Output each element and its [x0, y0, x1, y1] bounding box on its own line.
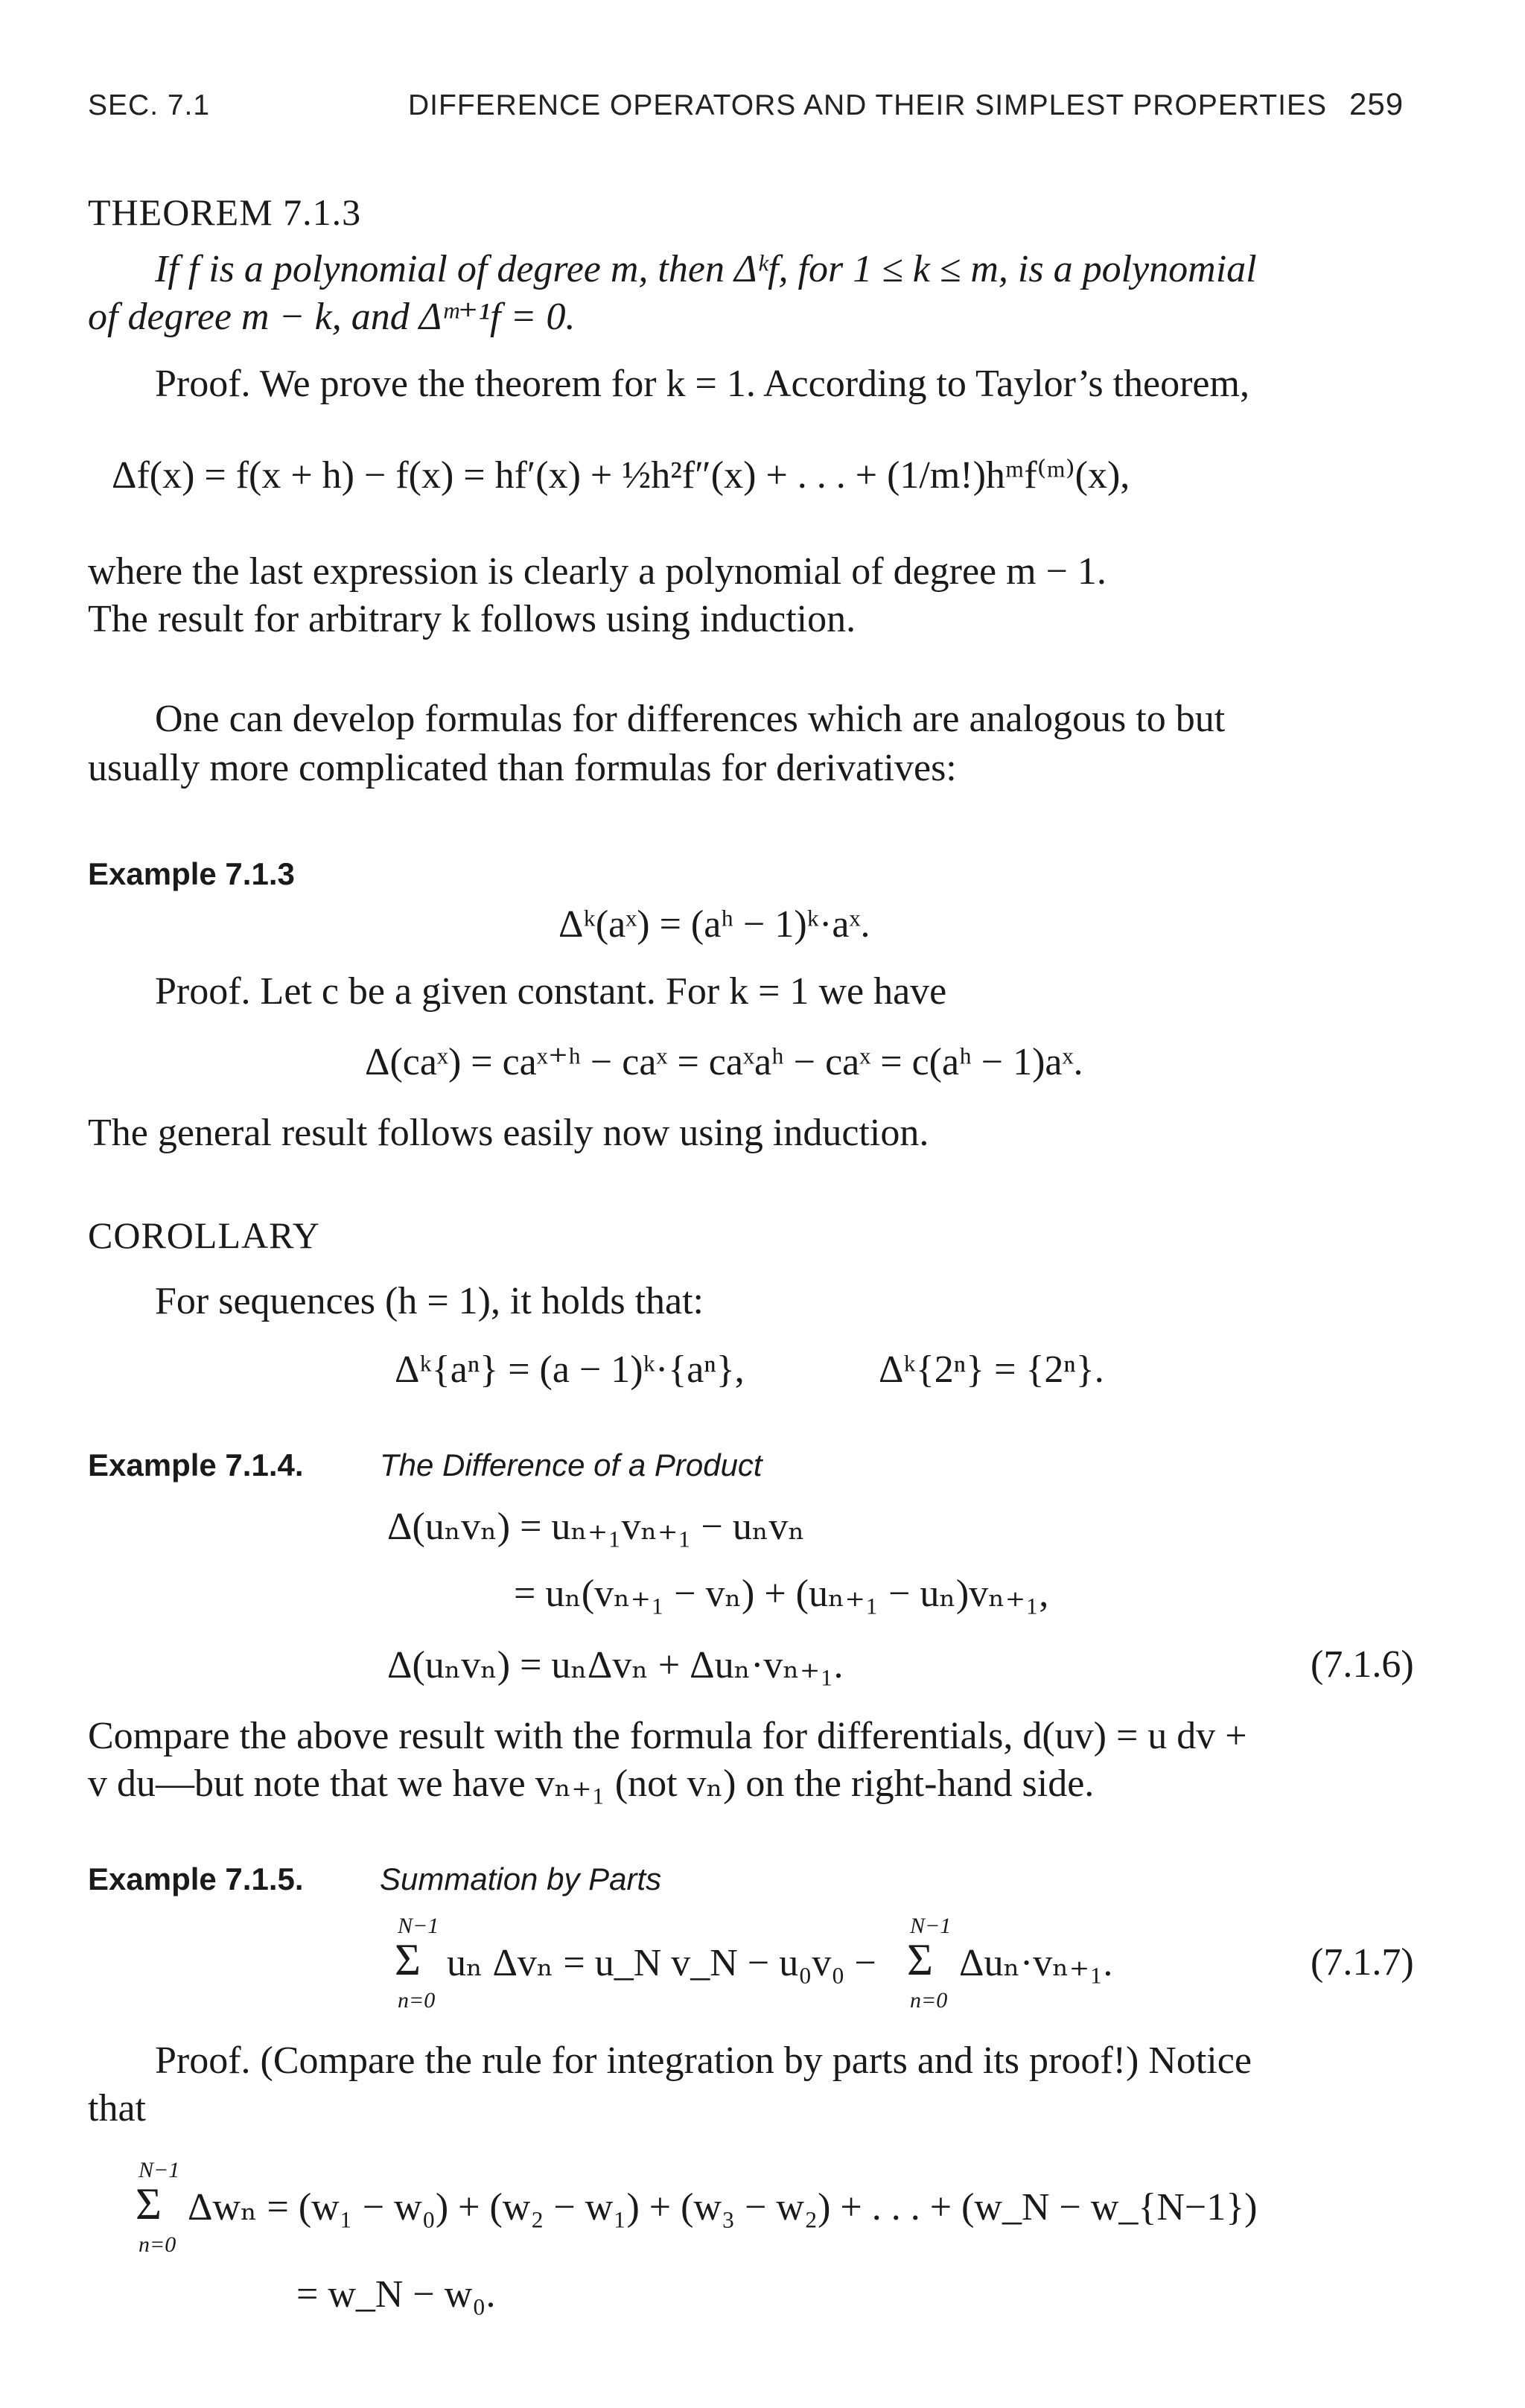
- example-713-equation2: Δ(caˣ) = caˣ⁺ʰ − caˣ = caˣaʰ − caˣ = c(aʰ − 1)aˣ.: [365, 1041, 1083, 1083]
- running-title: DIFFERENCE OPERATORS AND THEIR SIMPLEST PROPERTIES: [408, 89, 1327, 121]
- corollary-label: COROLLARY: [88, 1214, 320, 1256]
- example-715-equation-tail: Δuₙ·vₙ₊₁.: [959, 1942, 1113, 1984]
- example-715-equation: uₙ Δvₙ = u_N v_N − u₀v₀ −: [447, 1942, 876, 1984]
- page-number: 259: [1349, 86, 1404, 121]
- example-713-equation: Δᵏ(aˣ) = (aʰ − 1)ᵏ·aˣ.: [558, 903, 870, 946]
- equation-number-716: (7.1.6): [1311, 1643, 1414, 1686]
- example-714-eq1: Δ(uₙvₙ) = uₙ₊₁vₙ₊₁ − uₙvₙ: [387, 1506, 805, 1548]
- theorem-proof-line: Proof. We prove the theorem for k = 1. According to Taylor’s theorem,: [155, 363, 1249, 405]
- sum3-lower-limit: n=0: [139, 2232, 176, 2257]
- sum3-upper-limit: N−1: [139, 2158, 180, 2182]
- corollary-line: For sequences (h = 1), it holds that:: [155, 1280, 704, 1322]
- taylor-equation: Δf(x) = f(x + h) − f(x) = hf′(x) + ½h²f″(x) + . . . + (1/m!)hᵐf⁽ᵐ⁾(x),: [112, 454, 1130, 497]
- telescoping-equation: Δwₙ = (w₁ − w₀) + (w₂ − w₁) + (w₃ − w₂) + . . . + (w_N − w_{N−1}): [188, 2186, 1258, 2229]
- theorem-after-line2: The result for arbitrary k follows using induction.: [88, 598, 856, 640]
- example-715-title: Summation by Parts: [380, 1861, 662, 1896]
- example-713-label: Example 7.1.3: [88, 856, 295, 891]
- sum2-lower-limit: n=0: [910, 1988, 948, 2013]
- equation-number-717: (7.1.7): [1311, 1941, 1414, 1984]
- theorem-after-line1: where the last expression is clearly a polynomial of degree m − 1.: [88, 550, 1107, 593]
- example-715-proof-line2: that: [88, 2087, 146, 2130]
- sum-upper-limit: N−1: [398, 1914, 439, 1938]
- sigma-symbol-3: Σ: [136, 2179, 162, 2229]
- example-713-proof-line: Proof. Let c be a given constant. For k = 1 we have: [155, 970, 947, 1013]
- sum-lower-limit: n=0: [398, 1988, 436, 2013]
- example-713-after-line: The general result follows easily now using induction.: [88, 1112, 929, 1154]
- intro-line2: usually more complicated than formulas for derivatives:: [88, 747, 957, 789]
- example-714-compare-line2: v du—but note that we have vₙ₊₁ (not vₙ) on the right-hand side.: [88, 1762, 1095, 1805]
- theorem-statement-line2: of degree m − k, and Δᵐ⁺¹f = 0.: [88, 296, 576, 338]
- corollary-eq-left: Δᵏ{aⁿ} = (a − 1)ᵏ·{aⁿ},: [395, 1348, 745, 1391]
- telescoping-result: = w_N − w₀.: [296, 2273, 496, 2316]
- sigma-symbol: Σ: [395, 1935, 421, 1984]
- example-714-title: The Difference of a Product: [380, 1447, 762, 1482]
- theorem-label: THEOREM 7.1.3: [88, 191, 362, 233]
- intro-line1: One can develop formulas for differences which are analogous to but: [155, 698, 1226, 740]
- sum2-upper-limit: N−1: [910, 1914, 952, 1938]
- corollary-eq-right: Δᵏ{2ⁿ} = {2ⁿ}.: [879, 1348, 1104, 1391]
- example-714-label: Example 7.1.4.: [88, 1447, 304, 1482]
- theorem-statement-line1: If f is a polynomial of degree m, then Δᵏf, for 1 ≤ k ≤ m, is a polynomial: [155, 248, 1257, 290]
- example-715-proof-line1: Proof. (Compare the rule for integration by parts and its proof!) Notice: [155, 2039, 1252, 2082]
- example-714-eq3: Δ(uₙvₙ) = uₙΔvₙ + Δuₙ·vₙ₊₁.: [387, 1644, 844, 1686]
- example-714-eq2: = uₙ(vₙ₊₁ − vₙ) + (uₙ₊₁ − uₙ)vₙ₊₁,: [514, 1573, 1049, 1615]
- example-714-compare-line1: Compare the above result with the formula for differentials, d(uv) = u dv +: [88, 1715, 1247, 1757]
- example-715-label: Example 7.1.5.: [88, 1861, 304, 1896]
- sigma-symbol-2: Σ: [907, 1935, 933, 1984]
- section-number: SEC. 7.1: [88, 89, 211, 121]
